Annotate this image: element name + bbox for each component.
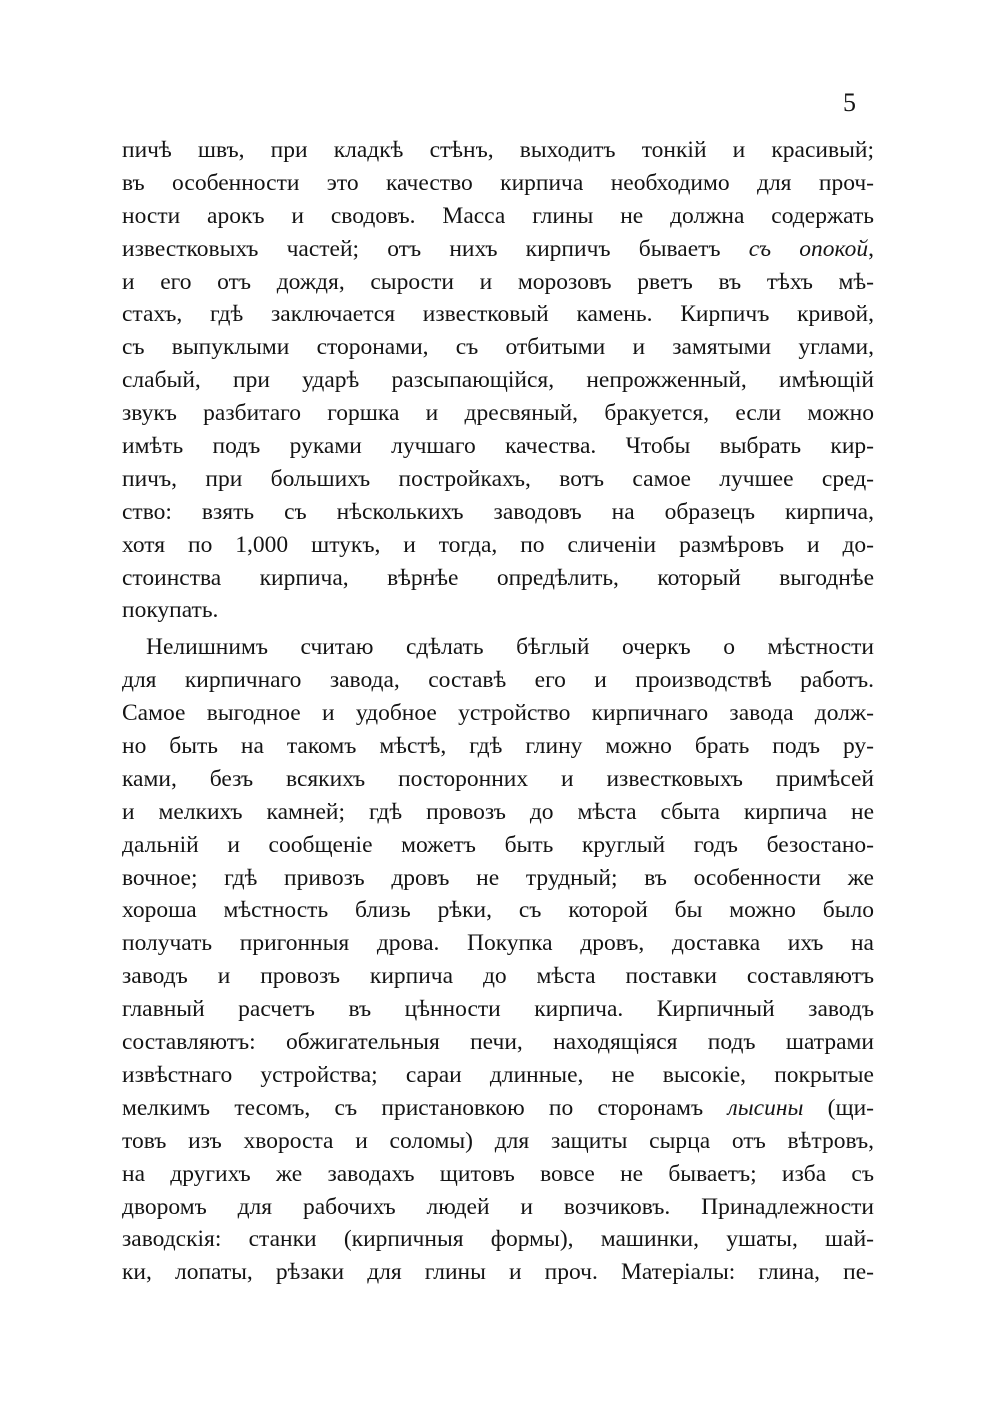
- italic-term: съ опокой: [748, 235, 869, 262]
- text-line: хотя по 1,000 штукъ, и тогда, по сличеніи размѣровъ и до-: [122, 531, 874, 558]
- text-line: Нелишнимъ считаю сдѣлать бѣглый очеркъ о мѣстности: [146, 634, 874, 661]
- text-run: ,: [868, 235, 874, 262]
- text-line: покупать.: [122, 597, 219, 624]
- text-line: съ выпуклыми сторонами, съ отбитыми и замятыми углами,: [122, 334, 874, 361]
- body-text: [122, 134, 874, 1289]
- text-line: пичъ, при большихъ постройкахъ, вотъ самое лучшее сред-: [122, 465, 874, 492]
- text-line: стоинства кирпича, вѣрнѣе опредѣлить, который выгоднѣе: [122, 564, 874, 591]
- text-line: для кирпичнаго завода, составѣ его и производствѣ работъ.: [122, 667, 874, 694]
- text-line: товъ изъ хвороста и соломы) для защиты сырца отъ вѣтровъ,: [122, 1127, 874, 1154]
- text-line: вочное; гдѣ привозъ дровъ не трудный; въ особенности же: [122, 864, 874, 891]
- text-line: пичѣ швъ, при кладкѣ стѣнъ, выходитъ тонкій и красивый;: [122, 137, 874, 163]
- text-line: звукъ разбитаго горшка и дресвяный, бракуется, если можно: [122, 400, 874, 427]
- text-line: слабый, при ударѣ разсыпающійся, непрожженный, имѣющій: [122, 367, 874, 394]
- text-line: ками, безъ всякихъ посторонних и известковыхъ примѣсей: [122, 765, 874, 792]
- paragraph: [122, 134, 874, 627]
- italic-term: лысины: [727, 1094, 804, 1121]
- text-line: составляютъ: обжигательныя печи, находящіяся подъ шатрами: [122, 1029, 874, 1056]
- text-line: ство: взять съ нѣсколькихъ заводовъ на образецъ кирпича,: [122, 498, 874, 525]
- text-line: въ особенности это качество кирпича необходимо для проч-: [122, 169, 874, 196]
- text-line: на другихъ же заводахъ щитовъ вовсе не бываетъ; изба съ: [122, 1160, 874, 1187]
- text-line: заводскія: станки (кирпичныя формы), машинки, ушаты, шай-: [122, 1226, 874, 1253]
- text-line: ности арокъ и сводовъ. Масса глины не должна содержать: [122, 202, 874, 229]
- text-line: главный расчетъ въ цѣнности кирпича. Кирпичный заводъ: [122, 996, 874, 1023]
- text-line: и мелкихъ камней; гдѣ провозъ до мѣста сбыта кирпича не: [122, 798, 874, 825]
- text-line: [122, 1092, 874, 1125]
- text-line: хороша мѣстность близь рѣки, съ которой бы можно было: [122, 897, 874, 924]
- text-line: ки, лопаты, рѣзаки для глины и проч. Матеріалы: глина, пе-: [122, 1259, 874, 1286]
- text-run: (щи-: [803, 1094, 874, 1121]
- text-line: дворомъ для рабочихъ людей и возчиковъ. Принадлежности: [122, 1193, 874, 1220]
- text-line: и его отъ дождя, сырости и морозовъ рветъ въ тѣхъ мѣ-: [122, 268, 874, 295]
- page-number: 5: [843, 88, 856, 117]
- text-line: стахъ, гдѣ заключается известковый камень. Кирпичъ кривой,: [122, 301, 874, 328]
- paragraph: [122, 631, 874, 1289]
- text-line: но быть на такомъ мѣстѣ, гдѣ глину можно брать подъ ру-: [122, 733, 874, 760]
- text-line: имѣть подъ руками лучшаго качества. Чтобы выбрать кир-: [122, 433, 874, 460]
- text-line: извѣстнаго устройства; сараи длинные, не высокіе, покрытые: [122, 1061, 874, 1088]
- text-run: известковыхъ частей; отъ нихъ кирпичъ бываетъ: [122, 235, 749, 262]
- text-line: заводъ и провозъ кирпича до мѣста поставки составляютъ: [122, 963, 874, 990]
- text-line: Самое выгодное и удобное устройство кирпичнаго завода долж-: [122, 700, 874, 727]
- text-run: мелкимъ тесомъ, съ пристановкою по сторонамъ: [122, 1094, 728, 1121]
- text-line: [122, 233, 874, 266]
- text-line: дальній и сообщеніе можетъ быть круглый годъ безостано-: [122, 831, 874, 858]
- text-line: получать пригонныя дрова. Покупка дровъ, доставка ихъ на: [122, 930, 874, 957]
